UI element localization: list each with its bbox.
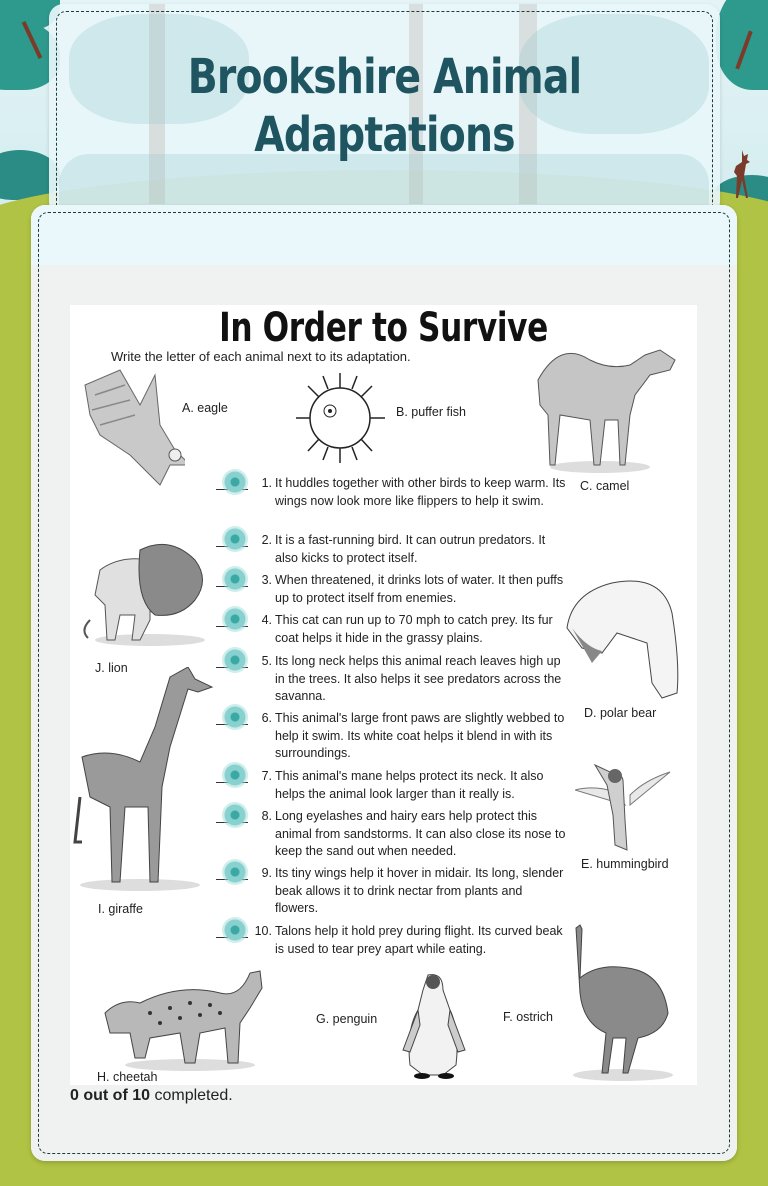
penguin-illustration [398,970,470,1080]
animal-label-lion: J. lion [95,661,128,675]
answer-input-1[interactable] [222,469,248,495]
animal-label-ostrich: F. ostrich [503,1010,554,1024]
question-8 [218,808,568,861]
question-number-5: 5. [261,654,272,668]
question-text-7: This animal's mane helps protect its neck. It also helps the animal look larger than it really is. [275,769,544,801]
progress-count: 0 out of 10 [70,1087,151,1104]
answer-input-8[interactable] [222,802,248,828]
question-2 [218,532,568,567]
worksheet-instructions: Write the letter of each animal next to its adaptation. [111,349,411,364]
answer-input-9[interactable] [222,859,248,885]
camel-illustration [530,335,685,475]
answer-input-2[interactable] [222,526,248,552]
question-number-10: 10. [254,924,272,938]
progress-suffix: completed. [150,1087,233,1104]
giraffe-illustration [70,667,220,897]
worksheet-title: In Order to Survive [219,305,548,351]
animal-label-puffer-fish: B. puffer fish [396,405,466,419]
page-title-line-2: Adaptations [254,107,515,163]
question-1 [218,475,568,510]
eagle-illustration [80,365,185,495]
animal-label-cheetah: H. cheetah [97,1070,158,1084]
question-text-10: Talons help it hold prey during flight. Its curved beak is used to tear prey apart while eating. [275,924,563,956]
question-text-6: This animal's large front paws are slightly webbed to help it swim. Its white coat helps it blend in with its surroundings. [275,711,565,760]
hummingbird-illustration [575,760,675,855]
question-number-9: 9. [261,866,272,880]
question-3 [218,572,568,607]
question-text-5: Its long neck helps this animal reach leaves high up in the trees. It also helps it see predators across the savanna. [275,654,562,703]
question-number-4: 4. [261,613,272,627]
answer-input-6[interactable] [222,704,248,730]
question-5 [218,653,568,706]
cheetah-illustration [100,963,270,1073]
page-title-line-1: Brookshire Animal [187,49,582,105]
question-9 [218,865,568,918]
answer-input-10[interactable] [222,917,248,943]
question-number-2: 2. [261,533,272,547]
page-title [109,48,659,164]
question-number-7: 7. [261,769,272,783]
question-number-3: 3. [261,573,272,587]
lion-illustration [80,540,210,650]
question-number-1: 1. [261,476,272,490]
animal-label-polar-bear: D. polar bear [584,706,657,720]
question-text-2: It is a fast-running bird. It can outrun predators. It also kicks to protect itself. [275,533,546,565]
answer-input-7[interactable] [222,762,248,788]
question-text-8: Long eyelashes and hairy ears help protect this animal from sandstorms. It can also close its nose to keep the sand out when needed. [275,809,566,858]
question-number-8: 8. [261,809,272,823]
question-text-4: This cat can run up to 70 mph to catch prey. Its fur coat helps it hide in the grassy plains. [275,613,553,645]
question-4 [218,612,568,647]
question-text-3: When threatened, it drinks lots of water. It then puffs up to protect itself from enemies. [275,573,564,605]
deer-icon [728,148,754,200]
worksheet [70,305,697,1085]
polar-bear-illustration [562,573,682,703]
answer-input-4[interactable] [222,606,248,632]
animal-label-hummingbird: E. hummingbird [581,857,669,871]
question-number-6: 6. [261,711,272,725]
question-text-9: Its tiny wings help it hover in midair. Its long, slender beak allows it to drink nectar from plants and flowers. [275,866,564,915]
question-7 [218,768,568,803]
animal-label-eagle: A. eagle [182,401,228,415]
question-10 [218,923,568,958]
answer-input-3[interactable] [222,566,248,592]
question-6 [218,710,568,763]
animal-label-penguin: G. penguin [316,1012,378,1026]
animal-label-giraffe: I. giraffe [98,902,143,916]
answer-input-5[interactable] [222,647,248,673]
progress-status [70,1087,233,1105]
ostrich-illustration [568,923,678,1083]
animal-label-camel: C. camel [580,479,630,493]
puffer-fish-illustration [288,371,393,466]
question-text-1: It huddles together with other birds to keep warm. Its wings now look more like flippers to help it swim. [275,476,566,508]
header-card [49,4,720,216]
